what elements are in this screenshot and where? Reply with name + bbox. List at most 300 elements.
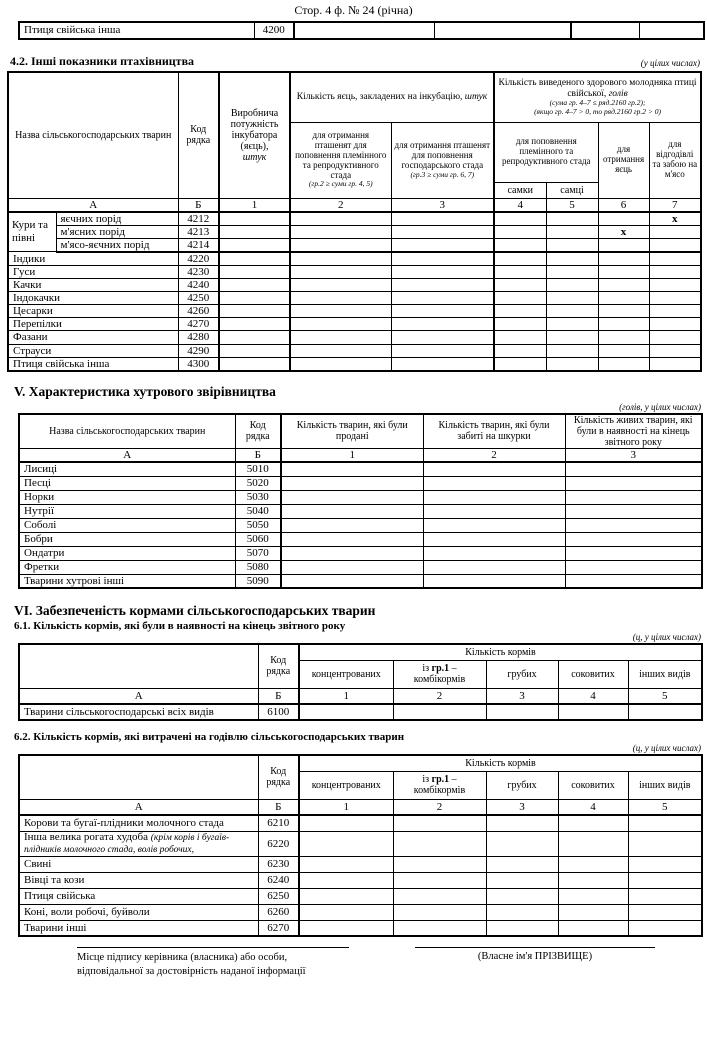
units-note: (ц, у цілих числах) (632, 632, 701, 643)
table-row (8, 357, 701, 371)
designation-row (8, 198, 701, 212)
value-cell (393, 872, 486, 888)
value-cell (649, 292, 701, 305)
row-code: 5020 (235, 476, 281, 490)
table-v-fur-farming (18, 413, 703, 590)
value-cell (546, 279, 598, 292)
signature-caption: відповідальної за достовірність наданої інформації (77, 966, 306, 978)
value-cell (558, 815, 628, 831)
value-cell (290, 252, 391, 266)
table-41-continuation (18, 21, 705, 40)
value-cell (628, 856, 702, 872)
value-cell (391, 225, 494, 238)
value-cell (598, 305, 649, 318)
value-cell (486, 888, 558, 904)
value-cell (565, 490, 702, 504)
designation-cell: 4 (558, 799, 628, 815)
value-cell (558, 920, 628, 936)
value-cell (434, 22, 571, 39)
column-header-code: Код рядка (258, 755, 299, 799)
table-row (8, 318, 701, 331)
header-row (19, 755, 702, 771)
animal-label: Фазани (8, 331, 178, 344)
value-cell (299, 904, 393, 920)
animal-label: Вівці та кози (19, 872, 258, 888)
designation-cell: Б (258, 799, 299, 815)
value-cell (546, 252, 598, 266)
animal-label (19, 831, 258, 856)
animal-label: Песці (19, 476, 235, 490)
value-cell (558, 888, 628, 904)
value-cell (649, 225, 701, 238)
text-fragment (19, 22, 704, 39)
designation-cell: А (8, 198, 178, 212)
row-code: 6250 (258, 888, 299, 904)
value-cell (486, 856, 558, 872)
value-cell (393, 904, 486, 920)
value-cell (546, 292, 598, 305)
value-cell (494, 344, 546, 357)
section-62-subtitle: 6.2. Кількість кормів, які витрачені на годівлю сільськогосподарських тварин (14, 731, 405, 744)
animal-label: Коні, воли робочі, буйволи (19, 904, 258, 920)
table-row (19, 888, 702, 904)
row-code: 6240 (258, 872, 299, 888)
row-code: 4270 (178, 318, 219, 331)
designation-row (19, 688, 702, 704)
group-header-feed-quantity: Кількість кормів (299, 644, 702, 660)
value-cell (565, 532, 702, 546)
text-fragment: гр.1 (431, 663, 450, 675)
animal-label: Тварини сільськогосподарські всіх видів (19, 704, 258, 720)
header-row (19, 414, 702, 449)
text-fragment: (гр.2 ≥ суми гр. 4, 5) (308, 179, 373, 189)
animal-label: Ондатри (19, 546, 235, 560)
designation-cell: 1 (299, 688, 393, 704)
designation-cell: 5 (546, 198, 598, 212)
value-cell (294, 22, 434, 39)
table-row (19, 872, 702, 888)
row-code: 6230 (258, 856, 299, 872)
value-cell (546, 265, 598, 278)
value-cell (290, 331, 391, 344)
designation-row (19, 448, 702, 462)
designation-cell: 5 (628, 688, 702, 704)
table-62-feed-consumed (18, 754, 703, 937)
value-cell (494, 225, 546, 238)
value-cell (299, 815, 393, 831)
column-header-name: Назва сільськогосподарських тварин (19, 414, 235, 449)
value-cell (565, 462, 702, 476)
value-cell (299, 920, 393, 936)
value-cell (290, 318, 391, 331)
value-cell (219, 212, 290, 226)
animal-label: Птиця свійська інша (19, 22, 254, 39)
text-fragment: штук (242, 151, 267, 163)
value-cell (494, 279, 546, 292)
value-cell (628, 831, 702, 856)
text-fragment: – комбікормів (413, 774, 466, 797)
designation-cell: А (19, 799, 258, 815)
value-cell (494, 357, 546, 371)
value-cell (558, 904, 628, 920)
value-cell (393, 831, 486, 856)
value-cell (219, 265, 290, 278)
column-header-males: самці (546, 182, 598, 198)
row-code: 4214 (178, 238, 219, 252)
table-row (8, 331, 701, 344)
value-cell (565, 574, 702, 588)
value-cell (494, 212, 546, 226)
animal-label: Тварини інші (19, 920, 258, 936)
value-cell (598, 344, 649, 357)
designation-cell: Б (235, 448, 281, 462)
row-code: 5060 (235, 532, 281, 546)
value-cell (393, 704, 486, 720)
animal-label: Лисиці (19, 462, 235, 476)
value-cell (639, 22, 704, 39)
text-fragment: Виробнича потужність інкубатора (яєць), (230, 107, 279, 152)
value-cell (649, 357, 701, 371)
column-header-code: Код рядка (235, 414, 281, 449)
value-cell (423, 504, 565, 518)
value-cell (281, 546, 423, 560)
designation-cell: 4 (558, 688, 628, 704)
animal-label: Птиця свійська (19, 888, 258, 904)
value-cell (558, 872, 628, 888)
value-cell (598, 238, 649, 252)
value-cell (546, 344, 598, 357)
value-cell (486, 704, 558, 720)
value-cell (290, 265, 391, 278)
animal-label: Перепілки (8, 318, 178, 331)
column-header-females: самки (494, 182, 546, 198)
value-cell (391, 252, 494, 266)
value-cell (565, 560, 702, 574)
designation-cell: Б (178, 198, 219, 212)
designation-cell: 3 (391, 198, 494, 212)
table-row (19, 22, 704, 39)
value-cell (281, 574, 423, 588)
value-cell (423, 476, 565, 490)
value-cell (628, 904, 702, 920)
text-fragment: (крім корів і бугаїв-плідників молочного стада, волів робочих, (24, 832, 230, 855)
row-code: 4212 (178, 212, 219, 226)
animal-label: Індокачки (8, 292, 178, 305)
row-code: 5070 (235, 546, 281, 560)
value-cell (558, 856, 628, 872)
column-header-breeding-eggs (290, 122, 391, 198)
row-code: 5080 (235, 560, 281, 574)
value-cell (393, 856, 486, 872)
text-fragment: із (422, 663, 432, 675)
table-row (8, 344, 701, 357)
group-header-feed-quantity: Кількість кормів (299, 755, 702, 771)
value-cell (219, 331, 290, 344)
value-cell (649, 318, 701, 331)
value-cell (393, 815, 486, 831)
column-header-sold: Кількість тварин, які були продані (281, 414, 423, 449)
column-header-roughage: грубих (486, 660, 558, 688)
value-cell (423, 560, 565, 574)
table-row (19, 546, 702, 560)
header-row (19, 644, 702, 660)
value-cell (423, 546, 565, 560)
section-42-titlebar (0, 54, 707, 69)
table-row (8, 212, 701, 226)
value-cell (486, 815, 558, 831)
text-fragment: для отримання пташенят для поповнення племінного та репродуктивного стада (295, 129, 387, 180)
value-cell (393, 920, 486, 936)
section-v-title: V. Характеристика хутрового звірівництва (14, 383, 276, 399)
text-fragment: (гр.3 ≥ суми гр. 6, 7) (410, 169, 475, 179)
value-cell (219, 292, 290, 305)
animal-label: Свині (19, 856, 258, 872)
designation-cell: 6 (598, 198, 649, 212)
value-cell (598, 212, 649, 226)
animal-label: Фретки (19, 560, 235, 574)
value-cell (299, 704, 393, 720)
column-header-name: Назва сільськогосподарських тварин (8, 72, 178, 198)
table-row (8, 238, 701, 252)
column-header-alive-end-year: Кількість живих тварин, які були в наявності на кінець звітного року (565, 414, 702, 449)
value-cell (649, 331, 701, 344)
table-61-feed-availability (18, 643, 703, 721)
value-cell (571, 22, 639, 39)
column-header-succulent: соковитих (558, 660, 628, 688)
value-cell (494, 305, 546, 318)
animal-label: Бобри (19, 532, 235, 546)
value-cell (281, 476, 423, 490)
signature-footer (77, 947, 707, 979)
animal-label: Нутрії (19, 504, 235, 518)
table-row (19, 476, 702, 490)
value-cell (649, 252, 701, 266)
value-cell (494, 252, 546, 266)
animal-group-label: Кури та півні (8, 212, 56, 252)
text-fragment (8, 72, 701, 371)
units-note: (у цілих числах) (640, 58, 700, 68)
value-cell (219, 238, 290, 252)
value-cell (299, 856, 393, 872)
row-code: 6220 (258, 831, 299, 856)
value-cell (290, 344, 391, 357)
value-cell (391, 318, 494, 331)
designation-cell: 2 (393, 799, 486, 815)
value-cell (391, 238, 494, 252)
value-cell (649, 238, 701, 252)
value-cell (281, 504, 423, 518)
value-cell (423, 462, 565, 476)
table-42-poultry (7, 71, 702, 372)
designation-cell: Б (258, 688, 299, 704)
column-header-breeding-replenish: для поповнення племінного та репродуктивного стада (494, 122, 598, 182)
value-cell (565, 504, 702, 518)
row-code: 6100 (258, 704, 299, 720)
row-code: 5040 (235, 504, 281, 518)
column-header-fattening: для відгодівлі та забою на м'ясо (649, 122, 701, 198)
text-fragment: для отримання пташенят для поповнення господарського стада (394, 139, 491, 170)
section-42-title: 4.2. Інші показники птахівництва (10, 54, 195, 68)
table-row (19, 704, 702, 720)
crossed-out-cell: х (598, 225, 649, 238)
designation-row (19, 799, 702, 815)
value-cell (494, 318, 546, 331)
designation-cell: 1 (299, 799, 393, 815)
row-code: 6270 (258, 920, 299, 936)
value-cell (281, 518, 423, 532)
column-header-capacity (219, 72, 290, 198)
animal-label: Гуси (8, 265, 178, 278)
designation-cell: 2 (423, 448, 565, 462)
value-cell (558, 704, 628, 720)
value-cell (299, 888, 393, 904)
signature-block-left (77, 947, 349, 979)
text-fragment: (сума гр. 4–7 ≤ ряд.2160 гр.2); (549, 98, 646, 108)
value-cell (494, 292, 546, 305)
section-vi-title: VI. Забезпеченість кормами сільськогосподарських тварин (14, 603, 376, 619)
row-code: 5090 (235, 574, 281, 588)
animal-label: яєчних порід (56, 212, 178, 226)
page-number-header: Стор. 4 ф. № 24 (річна) (294, 3, 413, 17)
value-cell (391, 279, 494, 292)
table-row (19, 831, 702, 856)
value-cell (219, 305, 290, 318)
table-row (8, 292, 701, 305)
row-code: 4240 (178, 279, 219, 292)
text-fragment: Кількість виведеного здорового молодняка птиці свійської, (498, 78, 697, 99)
value-cell (391, 305, 494, 318)
value-cell (290, 238, 391, 252)
row-code: 5010 (235, 462, 281, 476)
value-cell (391, 265, 494, 278)
value-cell (628, 704, 702, 720)
text-fragment: (якщо гр. 4–7 > 0, то ряд.2160 гр.2 > 0) (534, 106, 662, 116)
table-row (19, 532, 702, 546)
value-cell (598, 252, 649, 266)
value-cell (649, 305, 701, 318)
value-cell (290, 212, 391, 226)
animal-label: Соболі (19, 518, 235, 532)
row-code: 4300 (178, 357, 219, 371)
value-cell (290, 292, 391, 305)
animal-label: Корови та бугаї-плідники молочного стада (19, 815, 258, 831)
text-fragment (19, 414, 702, 589)
table-row (8, 305, 701, 318)
row-code: 4260 (178, 305, 219, 318)
value-cell (565, 546, 702, 560)
designation-cell: А (19, 448, 235, 462)
value-cell (281, 532, 423, 546)
value-cell (281, 560, 423, 574)
designation-cell: 3 (486, 799, 558, 815)
designation-cell: А (19, 688, 258, 704)
value-cell (391, 292, 494, 305)
column-header-other-types: інших видів (628, 660, 702, 688)
column-header-slaughtered: Кількість тварин, які були забиті на шкурки (423, 414, 565, 449)
value-cell (628, 888, 702, 904)
value-cell (598, 292, 649, 305)
value-cell (546, 212, 598, 226)
designation-cell: 2 (393, 688, 486, 704)
value-cell (391, 212, 494, 226)
table-row (19, 815, 702, 831)
value-cell (290, 279, 391, 292)
value-cell (565, 518, 702, 532)
group-header-eggs (290, 72, 494, 122)
column-header-mixed-feed (393, 771, 486, 799)
value-cell (649, 279, 701, 292)
value-cell (494, 331, 546, 344)
value-cell (558, 831, 628, 856)
designation-cell: 3 (486, 688, 558, 704)
text-fragment: – комбікормів (413, 663, 466, 686)
animal-label: Страуси (8, 344, 178, 357)
table-row (19, 920, 702, 936)
value-cell (486, 831, 558, 856)
animal-label: Норки (19, 490, 235, 504)
column-header-roughage: грубих (486, 771, 558, 799)
value-cell (281, 490, 423, 504)
row-code: 4200 (254, 22, 294, 39)
value-cell (423, 518, 565, 532)
value-cell (649, 265, 701, 278)
column-header-code: Код рядка (258, 644, 299, 688)
value-cell (565, 476, 702, 490)
value-cell (290, 357, 391, 371)
table-row (19, 462, 702, 476)
value-cell (598, 331, 649, 344)
value-cell (219, 225, 290, 238)
animal-label: Індики (8, 252, 178, 266)
designation-cell: 3 (565, 448, 702, 462)
table-row (8, 279, 701, 292)
value-cell (546, 305, 598, 318)
value-cell (290, 305, 391, 318)
value-cell (290, 225, 391, 238)
row-code: 6260 (258, 904, 299, 920)
value-cell (486, 920, 558, 936)
value-cell (391, 344, 494, 357)
animal-label: Птиця свійська інша (8, 357, 178, 371)
row-code: 5050 (235, 518, 281, 532)
section-61-subtitle: 6.1. Кількість кормів, які були в наявності на кінець звітного року (14, 620, 346, 633)
column-header-concentrated: концентрованих (299, 660, 393, 688)
value-cell (393, 888, 486, 904)
column-header-mixed-feed (393, 660, 486, 688)
value-cell (628, 815, 702, 831)
table-row (19, 904, 702, 920)
row-code: 4213 (178, 225, 219, 238)
value-cell (281, 462, 423, 476)
value-cell (299, 872, 393, 888)
column-header-code: Код рядка (178, 72, 219, 198)
column-header-farm-eggs (391, 122, 494, 198)
value-cell (494, 265, 546, 278)
column-header-concentrated: концентрованих (299, 771, 393, 799)
text-fragment: із (422, 774, 432, 786)
animal-label: Качки (8, 279, 178, 292)
value-cell (546, 318, 598, 331)
value-cell (423, 574, 565, 588)
value-cell (391, 357, 494, 371)
animal-label: м'ясних порід (56, 225, 178, 238)
row-code: 4290 (178, 344, 219, 357)
group-header-young-birds (494, 72, 701, 122)
text-fragment: гр.1 (431, 774, 450, 786)
animal-label: Цесарки (8, 305, 178, 318)
value-cell (486, 904, 558, 920)
table-row (19, 518, 702, 532)
